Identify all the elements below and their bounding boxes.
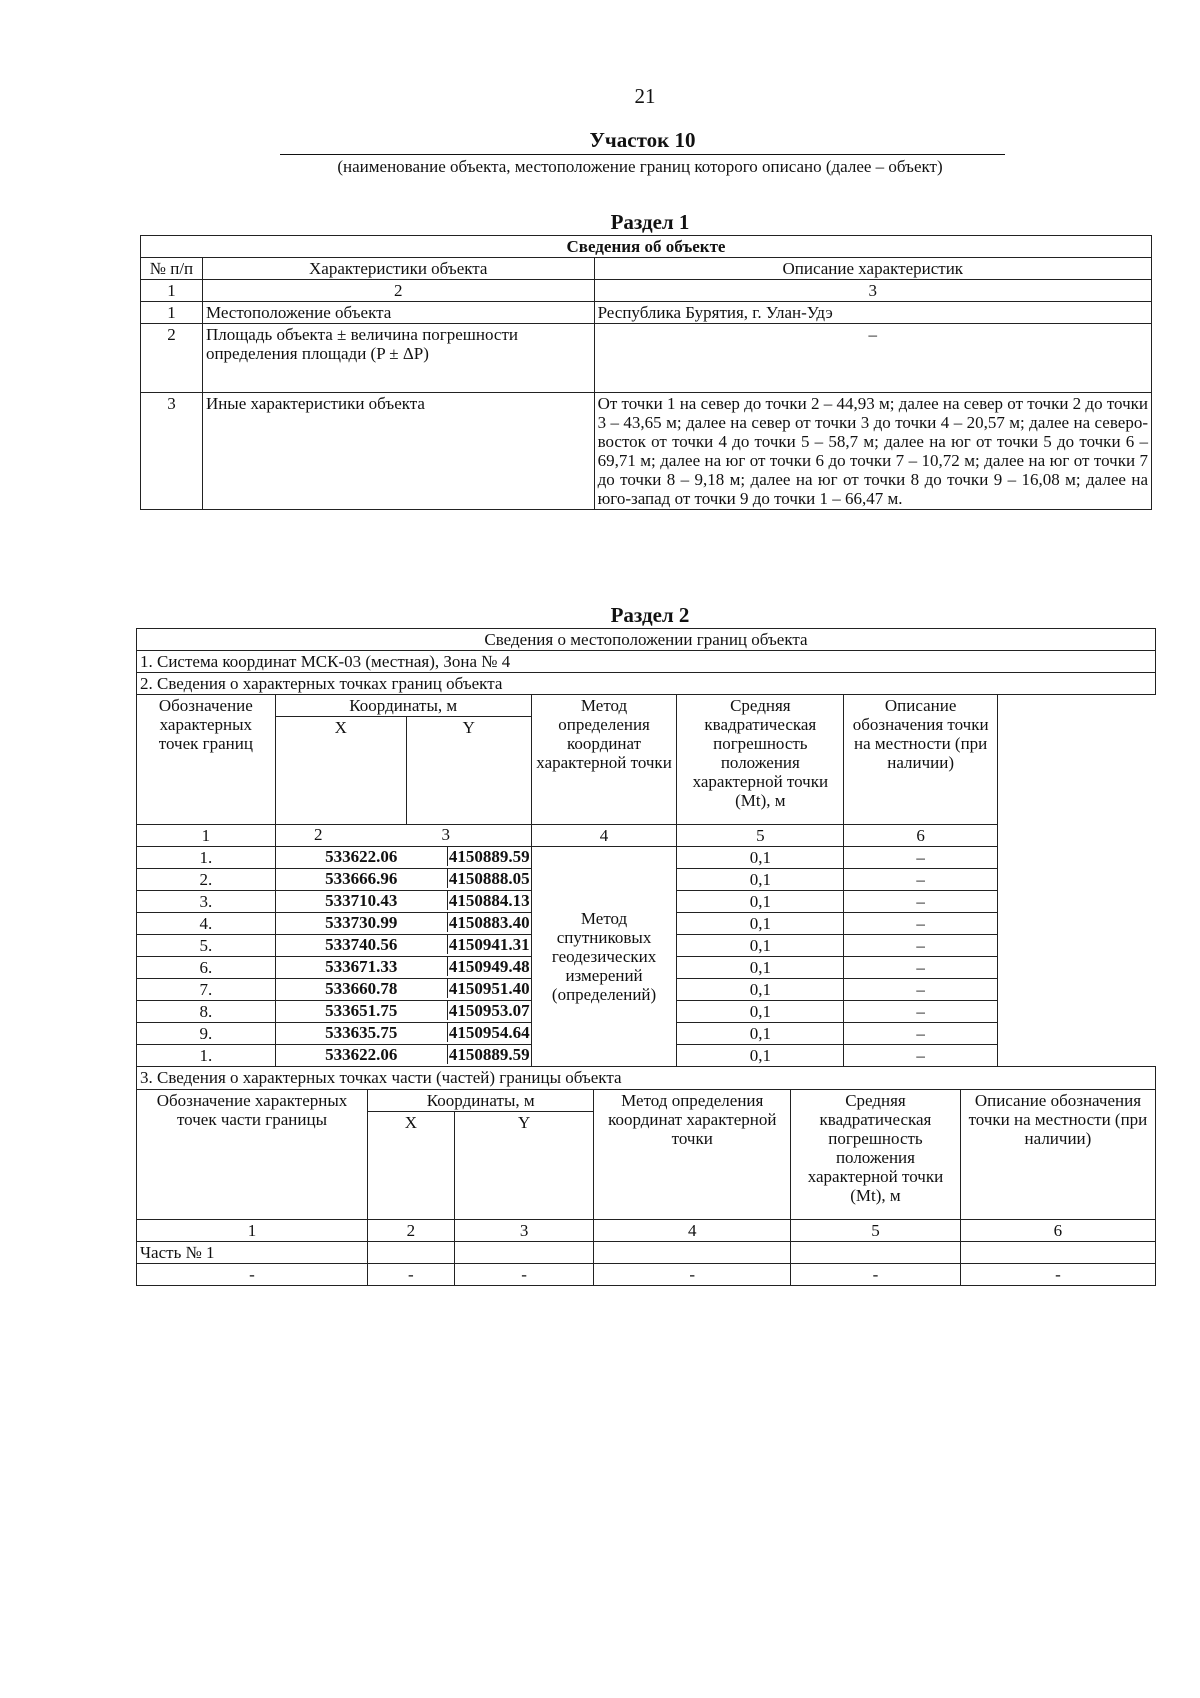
point-x: 533622.06	[276, 1045, 448, 1064]
table-row	[137, 847, 1156, 869]
parts-header-x: X	[367, 1111, 454, 1219]
index-cell: 1	[137, 825, 276, 847]
point-y: 4150889.59	[448, 847, 530, 867]
point-x: 533635.75	[276, 1023, 448, 1042]
index-cell: 6	[844, 825, 998, 847]
point-x: 533730.99	[276, 913, 448, 932]
header-y: Y	[406, 717, 531, 825]
method-cell: Метод спутниковых геодезических измерений (определений)	[531, 847, 677, 1067]
point-y: 4150888.05	[448, 869, 530, 889]
point-y: 4150949.48	[448, 957, 530, 977]
index-cell: 6	[960, 1219, 1155, 1241]
index-cell: 5	[677, 825, 844, 847]
point-desc: –	[844, 847, 998, 869]
point-x: 533740.56	[276, 935, 448, 954]
parts-header-designation: Обозначение характерных точек части границы	[137, 1090, 367, 1220]
part-cell: -	[594, 1263, 791, 1285]
point-id: 9.	[137, 1023, 276, 1045]
table-row	[141, 393, 1152, 510]
point-x: 533660.78	[276, 979, 448, 998]
index-cell: 2	[313, 825, 323, 845]
point-mt: 0,1	[677, 1045, 844, 1067]
point-x: 533710.43	[276, 891, 448, 910]
point-x: 533651.75	[276, 1001, 448, 1020]
part-cell: -	[454, 1263, 594, 1285]
table-title: Сведения об объекте	[141, 236, 1152, 258]
point-desc: –	[844, 979, 998, 1001]
header-description: Описание обозначения точки на местности (при наличии)	[844, 695, 998, 825]
table-row	[141, 302, 1152, 324]
point-mt: 0,1	[677, 913, 844, 935]
index-cell: 5	[791, 1219, 961, 1241]
table-row	[137, 1263, 1155, 1285]
point-x: 533666.96	[276, 869, 448, 888]
object-info-table	[140, 235, 1152, 510]
parts-header-coords: Координаты, м	[367, 1090, 593, 1112]
point-y: 4150953.07	[448, 1001, 530, 1021]
index-cell: 4	[594, 1219, 791, 1241]
row-name: Иные характеристики объекта	[202, 393, 594, 510]
point-x: 533671.33	[276, 957, 448, 976]
header-method: Метод определения координат характерной точки	[531, 695, 677, 825]
point-id: 2.	[137, 869, 276, 891]
point-mt: 0,1	[677, 935, 844, 957]
point-mt: 0,1	[677, 1023, 844, 1045]
point-id: 1.	[137, 847, 276, 869]
header-coords: Координаты, м	[275, 695, 531, 717]
coord-system: 1. Система координат МСК-03 (местная), Зона № 4	[137, 651, 1156, 673]
point-y: 4150884.13	[448, 891, 530, 911]
part-label: Часть № 1	[137, 1241, 367, 1263]
row-value: –	[594, 324, 1151, 393]
parts-header-method: Метод определения координат характерной точки	[594, 1090, 791, 1220]
parts-header-y: Y	[454, 1111, 594, 1219]
part-cell: -	[137, 1263, 367, 1285]
table-row	[141, 324, 1152, 393]
index-cell: 2	[367, 1219, 454, 1241]
row-value: Республика Бурятия, г. Улан-Удэ	[594, 302, 1151, 324]
point-mt: 0,1	[677, 847, 844, 869]
header-x: X	[275, 717, 406, 825]
point-y: 4150889.59	[448, 1045, 530, 1065]
index-cell: 3	[441, 825, 450, 845]
index-cell: 2	[202, 280, 594, 302]
parts-title: 3. Сведения о характерных точках части (частей) границы объекта	[137, 1067, 1156, 1089]
point-mt: 0,1	[677, 869, 844, 891]
point-desc: –	[844, 913, 998, 935]
row-number: 2	[141, 324, 203, 393]
point-id: 5.	[137, 935, 276, 957]
points-title: 2. Сведения о характерных точках границ объекта	[137, 673, 1156, 695]
point-id: 1.	[137, 1045, 276, 1067]
point-id: 8.	[137, 1001, 276, 1023]
point-desc: –	[844, 1045, 998, 1067]
point-desc: –	[844, 1023, 998, 1045]
point-desc: –	[844, 1001, 998, 1023]
point-id: 7.	[137, 979, 276, 1001]
row-value: От точки 1 на север до точки 2 – 44,93 м; далее на север от точки 2 до точки 3 – 43,65 м; далее на север от точки 3 до точки 4 – 20,57 м; далее на северо-восток от точки 4 до точки 5 – 58,7 м; далее на юг от точки 5 до точки 6 – 69,71 м; далее на юг от точки 6 до точки 7 – 10,72 м; далее на юг от точки 7 до точки 8 – 9,18 м; далее на юг от точки 8 до точки 9 – 16,08 м; далее на юго-запад от точки 9 до точки 1 – 66,47 м.	[594, 393, 1151, 510]
index-cell: 4	[531, 825, 677, 847]
point-y: 4150954.64	[448, 1023, 530, 1043]
point-x: 533622.06	[276, 847, 448, 866]
index-cell: 3	[454, 1219, 594, 1241]
point-y: 4150951.40	[448, 979, 530, 999]
section2-title: Раздел 2	[610, 603, 690, 627]
point-mt: 0,1	[677, 957, 844, 979]
point-desc: –	[844, 891, 998, 913]
header-number: № п/п	[141, 258, 203, 280]
index-cell: 3	[594, 280, 1151, 302]
boundary-table	[136, 628, 1156, 1286]
object-title: Участок 10	[280, 128, 1005, 155]
point-mt: 0,1	[677, 1001, 844, 1023]
part-cell: -	[791, 1263, 961, 1285]
row-number: 3	[141, 393, 203, 510]
point-mt: 0,1	[677, 891, 844, 913]
part-cell: -	[960, 1263, 1155, 1285]
parts-header-description: Описание обозначения точки на местности (при наличии)	[960, 1090, 1155, 1220]
point-id: 3.	[137, 891, 276, 913]
point-y: 4150941.31	[448, 935, 530, 955]
point-mt: 0,1	[677, 979, 844, 1001]
point-id: 6.	[137, 957, 276, 979]
point-desc: –	[844, 869, 998, 891]
section1-title: Раздел 1	[610, 210, 690, 234]
row-name: Площадь объекта ± величина погрешности определения площади (P ± ΔP)	[202, 324, 594, 393]
object-subtitle: (наименование объекта, местоположение границ которого описано (далее – объект)	[337, 157, 943, 176]
parts-header-error: Средняя квадратическая погрешность положения характерной точки (Mt), м	[791, 1090, 961, 1220]
point-id: 4.	[137, 913, 276, 935]
index-cell: 1	[141, 280, 203, 302]
point-y: 4150883.40	[448, 913, 530, 933]
page-number: 21	[634, 84, 656, 108]
row-name: Местоположение объекта	[202, 302, 594, 324]
point-desc: –	[844, 957, 998, 979]
table-title: Сведения о местоположении границ объекта	[137, 629, 1156, 651]
part-cell: -	[367, 1263, 454, 1285]
row-number: 1	[141, 302, 203, 324]
header-characteristics: Характеристики объекта	[202, 258, 594, 280]
header-error: Средняя квадратическая погрешность положения характерной точки (Mt), м	[677, 695, 844, 825]
header-designation: Обозначение характерных точек границ	[137, 695, 276, 825]
index-cell: 1	[137, 1219, 367, 1241]
header-description: Описание характеристик	[594, 258, 1151, 280]
point-desc: –	[844, 935, 998, 957]
